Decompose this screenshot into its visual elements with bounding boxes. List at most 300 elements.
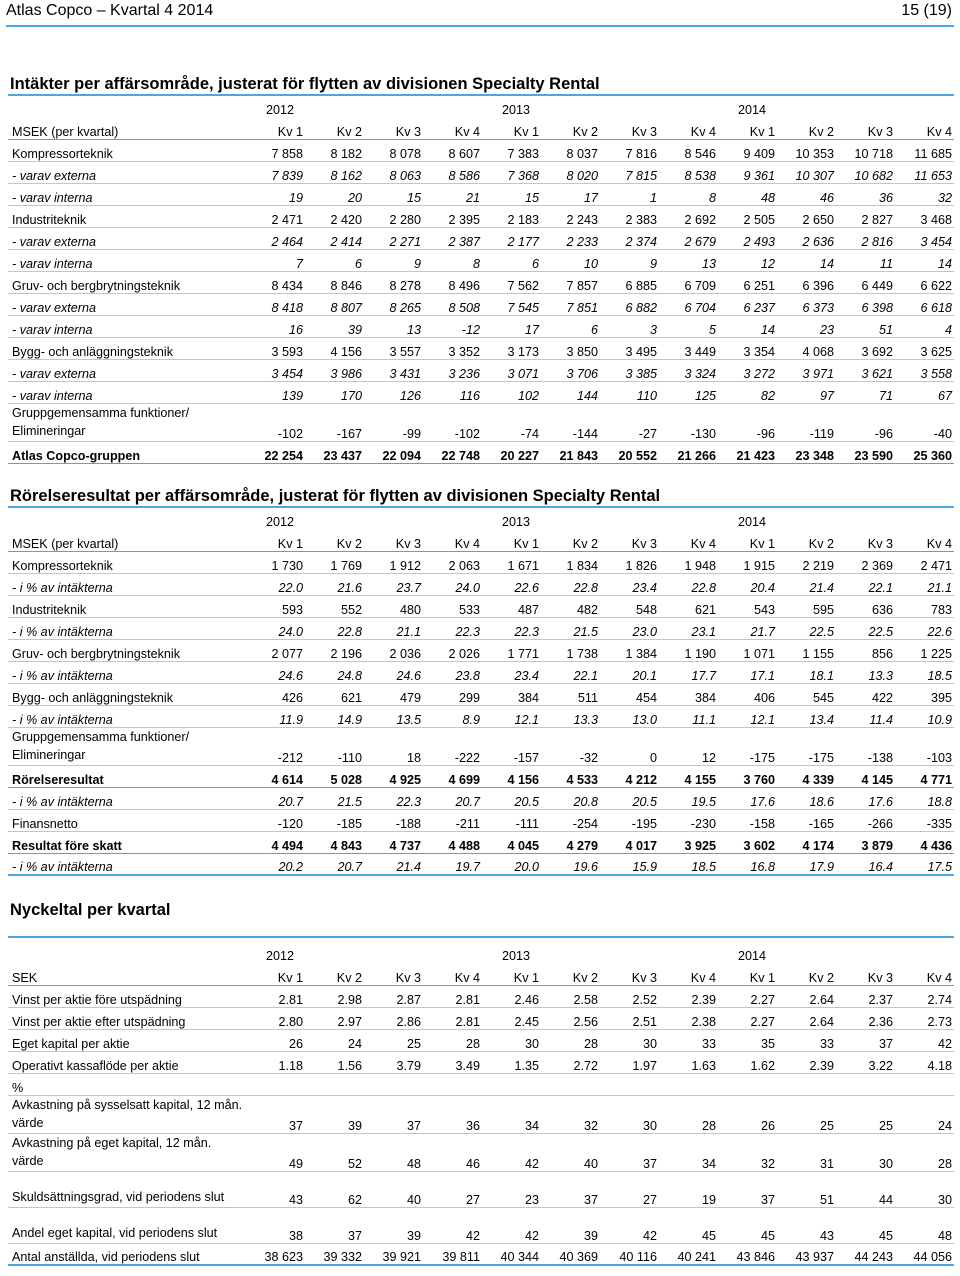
value-cell — [659, 1073, 718, 1095]
quarter-label: Kv 2 — [305, 117, 364, 139]
value-cell: 126 — [364, 381, 423, 403]
value-cell: 3 468 — [895, 205, 954, 227]
value-cell: 3 625 — [895, 337, 954, 359]
value-cell: 8 434 — [246, 271, 305, 293]
year-label: 2014 — [738, 949, 767, 963]
value-cell: 38 623 — [246, 1243, 305, 1265]
table-row — [8, 1133, 954, 1171]
operating-profit-table — [8, 507, 954, 876]
value-cell: 7 545 — [482, 293, 541, 315]
quarter-label: Kv 3 — [364, 117, 423, 139]
value-cell: 3 454 — [246, 359, 305, 381]
value-cell: -27 — [600, 403, 659, 441]
table-row — [8, 705, 954, 727]
value-cell: 39 332 — [305, 1243, 364, 1265]
empty-cell — [8, 941, 246, 963]
row-label: - i % av intäkterna — [8, 787, 246, 809]
table-row — [8, 1243, 954, 1265]
value-cell: 25 — [836, 1095, 895, 1133]
empty-cell — [364, 941, 423, 963]
value-cell: 6 373 — [777, 293, 836, 315]
value-cell: -188 — [364, 809, 423, 831]
value-cell: 3 324 — [659, 359, 718, 381]
value-cell: 2 036 — [364, 639, 423, 661]
value-cell: 11.4 — [836, 705, 895, 727]
value-cell: 2.52 — [600, 985, 659, 1007]
value-cell: 71 — [836, 381, 895, 403]
value-cell: 51 — [836, 315, 895, 337]
value-cell: 38 — [246, 1207, 305, 1243]
value-cell: 34 — [659, 1133, 718, 1171]
value-cell: 1 730 — [246, 551, 305, 573]
value-cell: 13.5 — [364, 705, 423, 727]
row-label: - varav externa — [8, 161, 246, 183]
value-cell: 2.87 — [364, 985, 423, 1007]
value-cell: 19.6 — [541, 853, 600, 875]
empty-cell — [659, 95, 718, 117]
value-cell: 170 — [305, 381, 364, 403]
value-cell: 7 858 — [246, 139, 305, 161]
quarter-label: Kv 2 — [777, 529, 836, 551]
value-cell: 43 — [246, 1171, 305, 1207]
value-cell: 11.1 — [659, 705, 718, 727]
value-cell: 384 — [482, 683, 541, 705]
value-cell: 2 183 — [482, 205, 541, 227]
value-cell: 17.7 — [659, 661, 718, 683]
value-cell: 15 — [482, 183, 541, 205]
quarter-label: Kv 3 — [600, 117, 659, 139]
value-cell: 4.18 — [895, 1051, 954, 1073]
value-cell: 21.4 — [364, 853, 423, 875]
value-cell: 4 017 — [600, 831, 659, 853]
value-cell: 2 505 — [718, 205, 777, 227]
value-cell: 3 272 — [718, 359, 777, 381]
value-cell: 783 — [895, 595, 954, 617]
value-cell: 1 671 — [482, 551, 541, 573]
row-label: - varav externa — [8, 359, 246, 381]
value-cell: 8 508 — [423, 293, 482, 315]
unit-label: SEK — [8, 963, 246, 985]
value-cell: 43 — [777, 1207, 836, 1243]
value-cell: 21.5 — [305, 787, 364, 809]
table-row — [8, 337, 954, 359]
value-cell: 3 236 — [423, 359, 482, 381]
value-cell: 23 — [777, 315, 836, 337]
table-row — [8, 573, 954, 595]
value-cell: 395 — [895, 683, 954, 705]
value-cell: 2.39 — [777, 1051, 836, 1073]
quarter-label: Kv 1 — [246, 963, 305, 985]
value-cell: 40 241 — [659, 1243, 718, 1265]
value-cell: 10 353 — [777, 139, 836, 161]
value-cell: 27 — [423, 1171, 482, 1207]
value-cell: 13 — [364, 315, 423, 337]
value-cell: 2 374 — [600, 227, 659, 249]
table-row — [8, 1073, 954, 1095]
value-cell: -12 — [423, 315, 482, 337]
value-cell — [305, 1073, 364, 1095]
value-cell: 1 912 — [364, 551, 423, 573]
value-cell: 480 — [364, 595, 423, 617]
row-label: Atlas Copco-gruppen — [8, 441, 246, 463]
value-cell: 4 212 — [600, 765, 659, 787]
value-cell: 4 488 — [423, 831, 482, 853]
value-cell: 39 — [305, 315, 364, 337]
value-cell: -222 — [423, 727, 482, 765]
value-cell: 8 546 — [659, 139, 718, 161]
value-cell: 42 — [600, 1207, 659, 1243]
value-cell: 2.81 — [423, 985, 482, 1007]
value-cell: 6 882 — [600, 293, 659, 315]
value-cell: 2 692 — [659, 205, 718, 227]
value-cell: 2 464 — [246, 227, 305, 249]
quarter-header-row — [8, 529, 954, 551]
table-row — [8, 359, 954, 381]
value-cell: 102 — [482, 381, 541, 403]
empty-cell — [777, 941, 836, 963]
value-cell: 4 436 — [895, 831, 954, 853]
value-cell: 139 — [246, 381, 305, 403]
empty-cell — [423, 941, 482, 963]
value-cell: 2 177 — [482, 227, 541, 249]
value-cell: 28 — [895, 1133, 954, 1171]
empty-cell — [423, 95, 482, 117]
value-cell: -144 — [541, 403, 600, 441]
value-cell: 2.36 — [836, 1007, 895, 1029]
table-row — [8, 1007, 954, 1029]
value-cell: 3 557 — [364, 337, 423, 359]
value-cell: 17.1 — [718, 661, 777, 683]
value-cell: 20 227 — [482, 441, 541, 463]
value-cell — [482, 1073, 541, 1095]
value-cell: 5 — [659, 315, 718, 337]
value-cell: 3 385 — [600, 359, 659, 381]
value-cell: 21 423 — [718, 441, 777, 463]
value-cell: 20.8 — [541, 787, 600, 809]
empty-cell — [364, 507, 423, 529]
row-label: Antal anställda, vid periodens slut — [8, 1243, 246, 1265]
quarter-label: Kv 1 — [718, 117, 777, 139]
value-cell: 44 243 — [836, 1243, 895, 1265]
value-cell: 25 — [364, 1029, 423, 1051]
value-cell: 422 — [836, 683, 895, 705]
value-cell: 20.1 — [600, 661, 659, 683]
value-cell: 8 538 — [659, 161, 718, 183]
table-row — [8, 315, 954, 337]
value-cell: 51 — [777, 1171, 836, 1207]
value-cell: 37 — [600, 1133, 659, 1171]
quarter-label: Kv 3 — [364, 963, 423, 985]
value-cell: 37 — [836, 1029, 895, 1051]
quarter-label: Kv 3 — [836, 963, 895, 985]
value-cell: 17 — [541, 183, 600, 205]
value-cell: 22.8 — [305, 617, 364, 639]
value-cell: -335 — [895, 809, 954, 831]
unit-label: MSEK (per kvartal) — [8, 117, 246, 139]
quarter-label: Kv 1 — [482, 529, 541, 551]
value-cell: 46 — [423, 1133, 482, 1171]
year-label: 2014 — [738, 103, 767, 117]
value-cell: 28 — [423, 1029, 482, 1051]
year-label: 2014 — [738, 515, 767, 529]
value-cell: 11.9 — [246, 705, 305, 727]
value-cell: 16.4 — [836, 853, 895, 875]
quarter-label: Kv 2 — [305, 963, 364, 985]
value-cell: 12 — [659, 727, 718, 765]
value-cell: -266 — [836, 809, 895, 831]
value-cell: 8 — [423, 249, 482, 271]
value-cell: 23.7 — [364, 573, 423, 595]
value-cell: 1.18 — [246, 1051, 305, 1073]
value-cell: 16 — [246, 315, 305, 337]
row-label: Industriteknik — [8, 205, 246, 227]
value-cell: 2.45 — [482, 1007, 541, 1029]
value-cell: 2 243 — [541, 205, 600, 227]
value-cell: 37 — [541, 1171, 600, 1207]
value-cell: 22.1 — [541, 661, 600, 683]
value-cell: 621 — [305, 683, 364, 705]
row-label: - varav interna — [8, 315, 246, 337]
value-cell: 30 — [600, 1095, 659, 1133]
value-cell: 23 437 — [305, 441, 364, 463]
table-row — [8, 809, 954, 831]
value-cell: 17.6 — [718, 787, 777, 809]
value-cell: 3 971 — [777, 359, 836, 381]
value-cell: 7 815 — [600, 161, 659, 183]
value-cell: 2 420 — [305, 205, 364, 227]
quarter-label: Kv 3 — [600, 963, 659, 985]
table-row — [8, 985, 954, 1007]
value-cell: 22.3 — [423, 617, 482, 639]
value-cell: 19 — [659, 1171, 718, 1207]
empty-cell — [8, 95, 246, 117]
value-cell: 82 — [718, 381, 777, 403]
value-cell: 1.97 — [600, 1051, 659, 1073]
value-cell: 46 — [777, 183, 836, 205]
value-cell: -103 — [895, 727, 954, 765]
table-row — [8, 249, 954, 271]
empty-cell — [364, 95, 423, 117]
table-row — [8, 139, 954, 161]
quarter-label: Kv 4 — [895, 117, 954, 139]
quarter-label: Kv 3 — [836, 529, 895, 551]
value-cell: 48 — [895, 1207, 954, 1243]
row-label: - varav interna — [8, 183, 246, 205]
value-cell: 10 718 — [836, 139, 895, 161]
value-cell: 7 839 — [246, 161, 305, 183]
value-cell: 18.1 — [777, 661, 836, 683]
value-cell: 6 237 — [718, 293, 777, 315]
value-cell: 19.5 — [659, 787, 718, 809]
value-cell: 4 614 — [246, 765, 305, 787]
value-cell: 36 — [836, 183, 895, 205]
value-cell: 2 077 — [246, 639, 305, 661]
value-cell: 23.4 — [482, 661, 541, 683]
value-cell: 45 — [718, 1207, 777, 1243]
value-cell: 32 — [718, 1133, 777, 1171]
value-cell: 6 885 — [600, 271, 659, 293]
value-cell: 21.1 — [895, 573, 954, 595]
value-cell: -96 — [836, 403, 895, 441]
row-label: Kompressorteknik — [8, 139, 246, 161]
value-cell: 2.86 — [364, 1007, 423, 1029]
value-cell: 2 233 — [541, 227, 600, 249]
value-cell: -212 — [246, 727, 305, 765]
empty-cell — [541, 95, 600, 117]
value-cell: 22.6 — [895, 617, 954, 639]
value-cell: 2.37 — [836, 985, 895, 1007]
table-row — [8, 1207, 954, 1243]
value-cell: 384 — [659, 683, 718, 705]
value-cell: 40 — [541, 1133, 600, 1171]
value-cell: 18.8 — [895, 787, 954, 809]
value-cell: 2.46 — [482, 985, 541, 1007]
value-cell: 4 339 — [777, 765, 836, 787]
value-cell: 42 — [423, 1207, 482, 1243]
quarter-label: Kv 4 — [423, 117, 482, 139]
value-cell: 62 — [305, 1171, 364, 1207]
quarter-header-row — [8, 117, 954, 139]
value-cell: 67 — [895, 381, 954, 403]
row-label: - i % av intäkterna — [8, 661, 246, 683]
value-cell: 21.5 — [541, 617, 600, 639]
value-cell: 7 383 — [482, 139, 541, 161]
value-cell: 13.0 — [600, 705, 659, 727]
value-cell: 7 — [246, 249, 305, 271]
value-cell: 17.9 — [777, 853, 836, 875]
value-cell: 8 — [659, 183, 718, 205]
value-cell: 40 — [364, 1171, 423, 1207]
value-cell: 17.6 — [836, 787, 895, 809]
value-cell: 21 — [423, 183, 482, 205]
value-cell: 2 816 — [836, 227, 895, 249]
table-row — [8, 595, 954, 617]
value-cell: 10.9 — [895, 705, 954, 727]
value-cell: 426 — [246, 683, 305, 705]
value-cell: 3.79 — [364, 1051, 423, 1073]
value-cell: 2.58 — [541, 985, 600, 1007]
value-cell: -40 — [895, 403, 954, 441]
value-cell: 4 155 — [659, 765, 718, 787]
value-cell: 4 494 — [246, 831, 305, 853]
value-cell: 39 — [305, 1095, 364, 1133]
value-cell: 22 254 — [246, 441, 305, 463]
quarter-label: Kv 4 — [423, 529, 482, 551]
value-cell — [777, 1073, 836, 1095]
value-cell: 19 — [246, 183, 305, 205]
value-cell: -185 — [305, 809, 364, 831]
value-cell: 24 — [305, 1029, 364, 1051]
value-cell: 20 — [305, 183, 364, 205]
row-label: - i % av intäkterna — [8, 617, 246, 639]
empty-cell — [836, 95, 895, 117]
row-label: - varav interna — [8, 381, 246, 403]
value-cell: 2 271 — [364, 227, 423, 249]
value-cell: 39 — [364, 1207, 423, 1243]
value-cell — [364, 1073, 423, 1095]
quarter-label: Kv 1 — [718, 963, 777, 985]
value-cell: -175 — [718, 727, 777, 765]
value-cell — [836, 1073, 895, 1095]
value-cell: 23 — [482, 1171, 541, 1207]
quarter-label: Kv 1 — [246, 529, 305, 551]
value-cell: 22.8 — [541, 573, 600, 595]
value-cell — [895, 1073, 954, 1095]
quarter-label: Kv 2 — [305, 529, 364, 551]
value-cell: 4 174 — [777, 831, 836, 853]
value-cell: 21.7 — [718, 617, 777, 639]
table-row — [8, 1171, 954, 1207]
value-cell: 2 063 — [423, 551, 482, 573]
value-cell: 18.5 — [659, 853, 718, 875]
table-row — [8, 293, 954, 315]
value-cell: 10 — [541, 249, 600, 271]
empty-cell — [423, 507, 482, 529]
row-label: Vinst per aktie före utspädning — [8, 985, 246, 1007]
value-cell: 595 — [777, 595, 836, 617]
value-cell: 33 — [659, 1029, 718, 1051]
value-cell: 11 653 — [895, 161, 954, 183]
table-row — [8, 831, 954, 853]
value-cell: 511 — [541, 683, 600, 705]
value-cell: 1.63 — [659, 1051, 718, 1073]
value-cell: 2.39 — [659, 985, 718, 1007]
empty-cell — [895, 941, 954, 963]
value-cell: 43 937 — [777, 1243, 836, 1265]
value-cell: 636 — [836, 595, 895, 617]
quarter-header-row — [8, 963, 954, 985]
value-cell: 24.0 — [246, 617, 305, 639]
value-cell: 37 — [305, 1207, 364, 1243]
value-cell: 2 679 — [659, 227, 718, 249]
value-cell: 2 387 — [423, 227, 482, 249]
row-label: - i % av intäkterna — [8, 853, 246, 875]
value-cell: 545 — [777, 683, 836, 705]
value-cell: 21.1 — [364, 617, 423, 639]
value-cell: 19.7 — [423, 853, 482, 875]
table-row — [8, 1095, 954, 1133]
value-cell: 2.27 — [718, 985, 777, 1007]
value-cell: 479 — [364, 683, 423, 705]
value-cell: 3 431 — [364, 359, 423, 381]
value-cell: 1 948 — [659, 551, 718, 573]
value-cell: 20 552 — [600, 441, 659, 463]
value-cell: 2 395 — [423, 205, 482, 227]
value-cell: 23.0 — [600, 617, 659, 639]
table-row — [8, 853, 954, 875]
value-cell: 30 — [836, 1133, 895, 1171]
value-cell: 3 925 — [659, 831, 718, 853]
value-cell: 17.5 — [895, 853, 954, 875]
value-cell: 2.64 — [777, 985, 836, 1007]
value-cell: 4 — [895, 315, 954, 337]
value-cell: 40 344 — [482, 1243, 541, 1265]
header-rule — [6, 25, 954, 27]
key-figures-table — [8, 941, 954, 1266]
quarter-label: Kv 4 — [659, 963, 718, 985]
value-cell: 1 225 — [895, 639, 954, 661]
value-cell: 28 — [659, 1095, 718, 1133]
value-cell: 23.4 — [600, 573, 659, 595]
quarter-label: Kv 2 — [541, 529, 600, 551]
value-cell: 14 — [718, 315, 777, 337]
value-cell: 7 857 — [541, 271, 600, 293]
row-label: - varav externa — [8, 227, 246, 249]
value-cell: 6 — [482, 249, 541, 271]
value-cell: 44 056 — [895, 1243, 954, 1265]
value-cell: 33 — [777, 1029, 836, 1051]
value-cell: 2 280 — [364, 205, 423, 227]
